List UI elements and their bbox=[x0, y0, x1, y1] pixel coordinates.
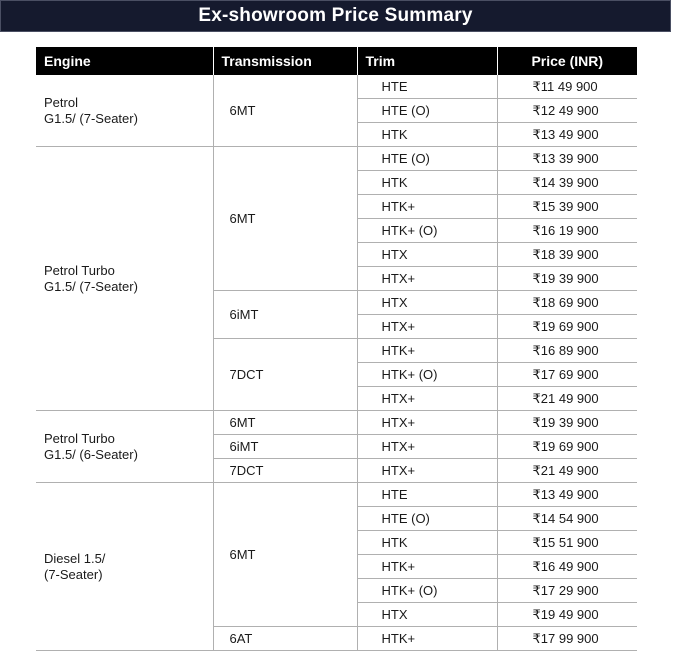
table-row bbox=[36, 147, 637, 171]
trim-cell: HTK+ (O) bbox=[357, 579, 497, 603]
table-row bbox=[36, 75, 637, 99]
price-cell: ₹13 39 900 bbox=[497, 147, 637, 171]
engine-label-line: Petrol bbox=[44, 94, 78, 110]
price-cell: ₹18 39 900 bbox=[497, 243, 637, 267]
price-table bbox=[36, 47, 637, 651]
price-cell: ₹14 54 900 bbox=[497, 507, 637, 531]
trim-cell: HTX+ bbox=[357, 459, 497, 483]
transmission-cell: 6AT bbox=[213, 627, 357, 651]
title-bar bbox=[0, 0, 671, 32]
trim-cell: HTE (O) bbox=[357, 507, 497, 531]
trim-cell: HTK+ bbox=[357, 627, 497, 651]
trim-cell: HTE bbox=[357, 483, 497, 507]
header-transmission: Transmission bbox=[213, 47, 357, 75]
engine-cell bbox=[36, 75, 213, 147]
table-row bbox=[36, 411, 637, 435]
price-cell: ₹13 49 900 bbox=[497, 123, 637, 147]
trim-cell: HTK+ (O) bbox=[357, 363, 497, 387]
header-row bbox=[36, 47, 637, 75]
price-cell: ₹12 49 900 bbox=[497, 99, 637, 123]
price-cell: ₹17 99 900 bbox=[497, 627, 637, 651]
table-row bbox=[36, 483, 637, 507]
price-cell: ₹17 69 900 bbox=[497, 363, 637, 387]
header-engine: Engine bbox=[36, 47, 213, 75]
price-cell: ₹13 49 900 bbox=[497, 483, 637, 507]
price-cell: ₹15 39 900 bbox=[497, 195, 637, 219]
engine-label-line: G1.5/ (6-Seater) bbox=[44, 446, 138, 462]
trim-cell: HTK bbox=[357, 171, 497, 195]
price-cell: ₹16 19 900 bbox=[497, 219, 637, 243]
page-title: Ex-showroom Price Summary bbox=[198, 5, 473, 26]
trim-cell: HTK bbox=[357, 531, 497, 555]
price-cell: ₹19 39 900 bbox=[497, 267, 637, 291]
transmission-cell: 6iMT bbox=[213, 435, 357, 459]
table-body bbox=[36, 75, 637, 651]
price-cell: ₹14 39 900 bbox=[497, 171, 637, 195]
transmission-cell: 6MT bbox=[213, 411, 357, 435]
transmission-cell: 6iMT bbox=[213, 291, 357, 339]
header-trim: Trim bbox=[357, 47, 497, 75]
trim-cell: HTX+ bbox=[357, 387, 497, 411]
price-cell: ₹21 49 900 bbox=[497, 459, 637, 483]
engine-label-line: Petrol Turbo bbox=[44, 430, 115, 446]
transmission-cell: 7DCT bbox=[213, 459, 357, 483]
engine-cell bbox=[36, 147, 213, 411]
trim-cell: HTK+ bbox=[357, 555, 497, 579]
transmission-cell: 6MT bbox=[213, 147, 357, 291]
trim-cell: HTE (O) bbox=[357, 99, 497, 123]
price-cell: ₹18 69 900 bbox=[497, 291, 637, 315]
price-cell: ₹21 49 900 bbox=[497, 387, 637, 411]
trim-cell: HTX bbox=[357, 243, 497, 267]
transmission-cell: 6MT bbox=[213, 75, 357, 147]
engine-cell bbox=[36, 411, 213, 483]
trim-cell: HTE (O) bbox=[357, 147, 497, 171]
price-cell: ₹16 89 900 bbox=[497, 339, 637, 363]
engine-label-line: G1.5/ (7-Seater) bbox=[44, 278, 138, 294]
price-cell: ₹19 69 900 bbox=[497, 435, 637, 459]
price-cell: ₹17 29 900 bbox=[497, 579, 637, 603]
engine-label-line: G1.5/ (7-Seater) bbox=[44, 110, 138, 126]
trim-cell: HTX+ bbox=[357, 315, 497, 339]
header-price: Price (INR) bbox=[497, 47, 637, 75]
transmission-cell: 6MT bbox=[213, 483, 357, 627]
engine-label-line: Diesel 1.5/ bbox=[44, 550, 106, 566]
trim-cell: HTX bbox=[357, 603, 497, 627]
price-cell: ₹19 69 900 bbox=[497, 315, 637, 339]
trim-cell: HTX+ bbox=[357, 435, 497, 459]
price-cell: ₹15 51 900 bbox=[497, 531, 637, 555]
trim-cell: HTX bbox=[357, 291, 497, 315]
engine-label-line: (7-Seater) bbox=[44, 566, 103, 582]
trim-cell: HTK+ bbox=[357, 339, 497, 363]
trim-cell: HTK+ bbox=[357, 195, 497, 219]
engine-label-line: Petrol Turbo bbox=[44, 262, 115, 278]
price-cell: ₹16 49 900 bbox=[497, 555, 637, 579]
trim-cell: HTK+ (O) bbox=[357, 219, 497, 243]
price-cell: ₹19 49 900 bbox=[497, 603, 637, 627]
price-cell: ₹11 49 900 bbox=[497, 75, 637, 99]
trim-cell: HTK bbox=[357, 123, 497, 147]
transmission-cell: 7DCT bbox=[213, 339, 357, 411]
price-cell: ₹19 39 900 bbox=[497, 411, 637, 435]
trim-cell: HTX+ bbox=[357, 411, 497, 435]
trim-cell: HTE bbox=[357, 75, 497, 99]
trim-cell: HTX+ bbox=[357, 267, 497, 291]
engine-cell bbox=[36, 483, 213, 651]
